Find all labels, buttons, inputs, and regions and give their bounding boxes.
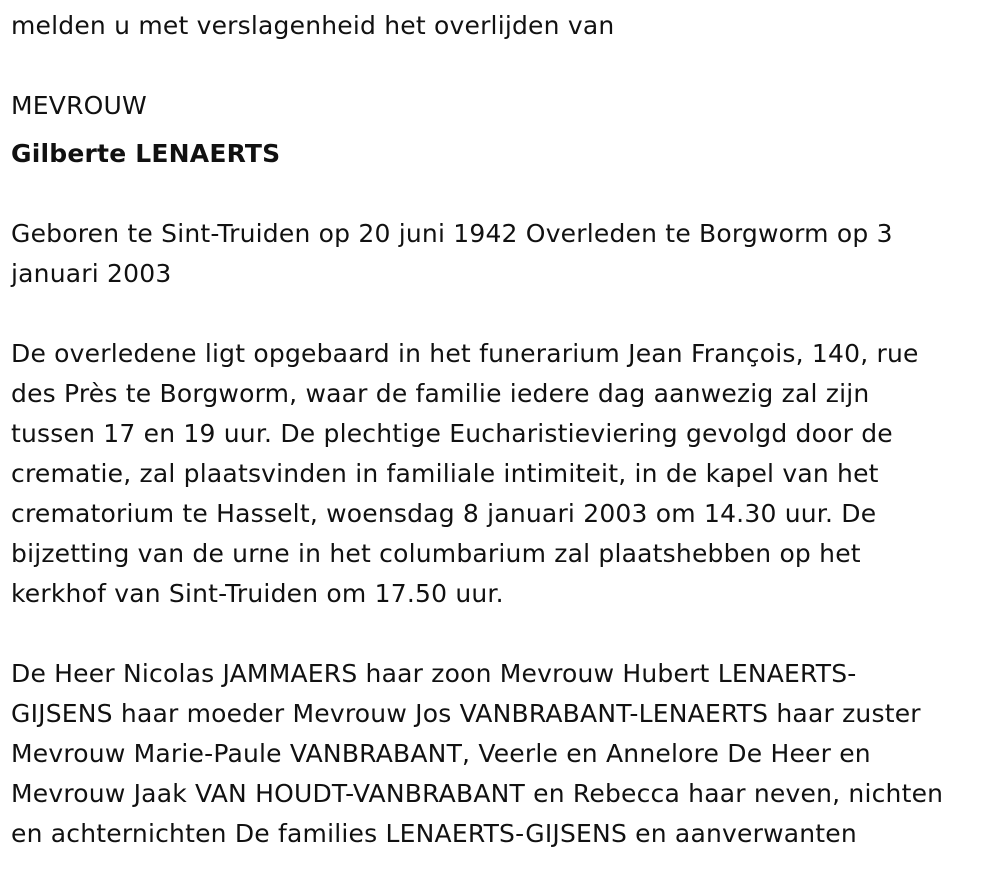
paragraph-line: des Près te Borgworm, waar de familie iedere dag aanwezig zal zijn	[11, 379, 870, 408]
arrangements-paragraph	[11, 334, 991, 614]
paragraph-line: crematie, zal plaatsvinden in familiale intimiteit, in de kapel van het	[11, 459, 879, 488]
paragraph-line: GIJSENS haar moeder Mevrouw Jos VANBRABANT-LENAERTS haar zuster	[11, 699, 921, 728]
paragraph-line: tussen 17 en 19 uur. De plechtige Eucharistieviering gevolgd door de	[11, 419, 893, 448]
family-paragraph	[11, 654, 991, 854]
paragraph-line: Mevrouw Jaak VAN HOUDT-VANBRABANT en Rebecca haar neven, nichten	[11, 779, 944, 808]
paragraph-line: januari 2003	[11, 259, 172, 288]
paragraph-line: Geboren te Sint-Truiden op 20 juni 1942 Overleden te Borgworm op 3	[11, 219, 893, 248]
paragraph-line: kerkhof van Sint-Truiden om 17.50 uur.	[11, 579, 504, 608]
paragraph-line: Mevrouw Marie-Paule VANBRABANT, Veerle en Annelore De Heer en	[11, 739, 871, 768]
paragraph-line: crematorium te Hasselt, woensdag 8 januari 2003 om 14.30 uur. De	[11, 499, 877, 528]
deceased-name: Gilberte LENAERTS	[11, 139, 281, 168]
intro-text: melden u met verslagenheid het overlijden van	[11, 11, 615, 40]
paragraph-line: De overledene ligt opgebaard in het funerarium Jean François, 140, rue	[11, 339, 919, 368]
paragraph-line: De Heer Nicolas JAMMAERS haar zoon Mevrouw Hubert LENAERTS-	[11, 659, 857, 688]
birth-death-paragraph	[11, 214, 991, 294]
paragraph-line: en achternichten De families LENAERTS-GIJSENS en aanverwanten	[11, 819, 857, 848]
honorific-title: MEVROUW	[11, 91, 147, 120]
paragraph-line: bijzetting van de urne in het columbarium zal plaatshebben op het	[11, 539, 861, 568]
